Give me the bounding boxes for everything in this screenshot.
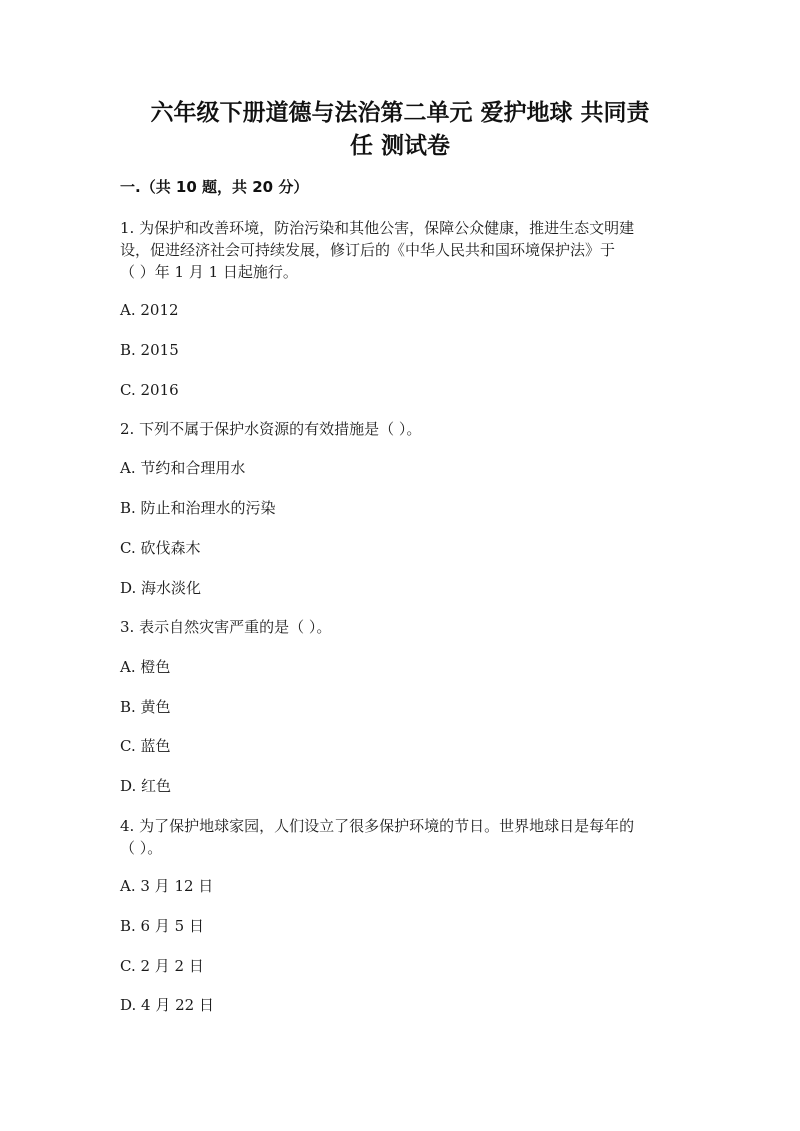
question-1-line-3: （ ）年 1 月 1 日起施行。 bbox=[120, 263, 298, 281]
question-4-line-2: （ ）。 bbox=[120, 839, 163, 857]
question-2-option-d: D. 海水淡化 bbox=[120, 579, 202, 597]
question-2-line-1: 2. 下列不属于保护水资源的有效措施是（ ）。 bbox=[120, 420, 422, 438]
question-2-option-a: A. 节约和合理用水 bbox=[120, 459, 246, 477]
section-heading: 一.（共 10 题，共 20 分） bbox=[120, 178, 309, 196]
page-title-line-1: 六年级下册道德与法治第二单元 爱护地球 共同责 bbox=[150, 100, 650, 126]
question-1-option-a: A. 2012 bbox=[120, 301, 179, 319]
question-3-option-a: A. 橙色 bbox=[120, 658, 171, 676]
question-3-option-c: C. 蓝色 bbox=[120, 737, 171, 755]
question-3-option-b: B. 黄色 bbox=[120, 698, 171, 716]
question-1-option-c: C. 2016 bbox=[120, 381, 179, 399]
question-4-line-1: 4. 为了保护地球家园，人们设立了很多保护环境的节日。世界地球日是每年的 bbox=[120, 817, 635, 835]
question-3-line-1: 3. 表示自然灾害严重的是（ ）。 bbox=[120, 618, 332, 636]
question-1-option-b: B. 2015 bbox=[120, 341, 179, 359]
page-title-line-2: 任 测试卷 bbox=[349, 133, 450, 159]
question-4-option-c: C. 2 月 2 日 bbox=[120, 957, 204, 975]
question-4-option-b: B. 6 月 5 日 bbox=[120, 917, 204, 935]
question-3-option-d: D. 红色 bbox=[120, 777, 172, 795]
question-2-option-c: C. 砍伐森木 bbox=[120, 539, 201, 557]
question-1-line-1: 1. 为保护和改善环境，防治污染和其他公害，保障公众健康，推进生态文明建 bbox=[120, 219, 635, 237]
question-1-line-2: 设，促进经济社会可持续发展，修订后的《中华人民共和国环境保护法》于 bbox=[120, 241, 616, 259]
question-4-option-d: D. 4 月 22 日 bbox=[120, 996, 214, 1014]
question-4-option-a: A. 3 月 12 日 bbox=[120, 877, 214, 895]
question-2-option-b: B. 防止和治理水的污染 bbox=[120, 499, 276, 517]
